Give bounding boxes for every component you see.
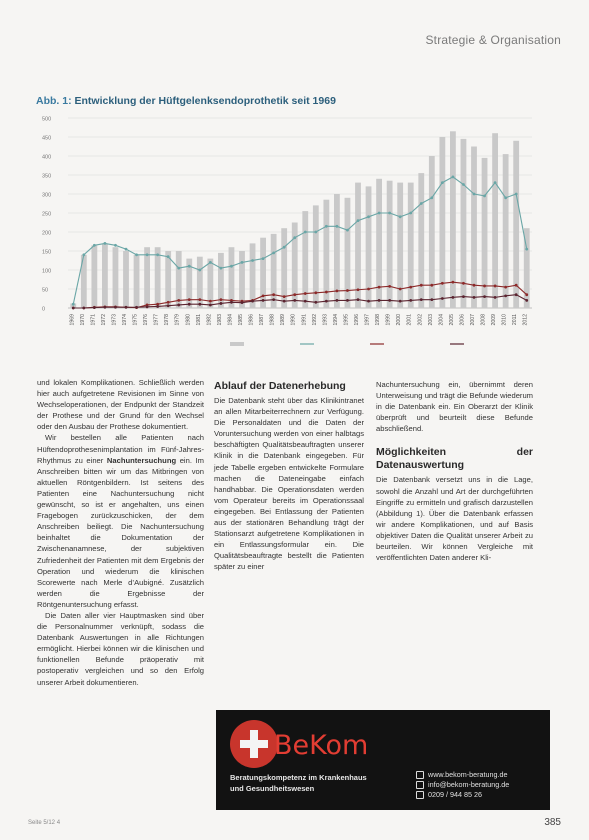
text: Wir bestellen alle Patienten nach Hüftendoprothesenimplantation im Fünf-Jahres-Rhythmus zu einer: [37, 433, 204, 465]
data-point: [209, 304, 212, 307]
data-point: [504, 294, 507, 297]
data-point: [220, 267, 223, 270]
data-point: [198, 303, 201, 306]
contact-phone[interactable]: 0209 / 944 85 26: [428, 790, 482, 799]
data-point: [82, 307, 85, 310]
data-point: [346, 229, 349, 232]
data-point: [378, 212, 381, 215]
data-point: [473, 296, 476, 299]
bar: [408, 183, 414, 308]
x-tick-label: 2004: [438, 314, 445, 326]
data-point: [125, 248, 128, 251]
data-point: [452, 296, 455, 299]
paragraph: und lokalen Komplikationen. Schließlich werden hier auch aufgetretene Revisionen im Sinne von Wechseloperationen, der Endpunkt der Standzeit der Prothese und der Grund für den Wechsel oder den Ausbau der Prothese dokumentiert.: [37, 378, 204, 432]
data-point: [452, 281, 455, 284]
y-tick-label: 200: [42, 230, 52, 237]
paragraph: Die Daten aller vier Hauptmasken sind über die Personalnummer verknüpft, sodass die Datenbank Auswertungen in alle Richtungen ermöglicht. Hierbei können wir die klinischen und funktionellen Befunde präoperativ mit postoperativ vergleichen und so den Erfolg unserer Arbeit dokumentieren.: [37, 610, 204, 687]
data-point: [483, 285, 486, 288]
x-tick-label: 1980: [185, 314, 192, 326]
figure-caption: [36, 95, 336, 107]
x-tick-label: 2002: [417, 314, 424, 326]
data-point: [399, 215, 402, 218]
bar: [271, 234, 277, 308]
data-point: [336, 290, 339, 293]
data-point: [304, 292, 307, 295]
figure-label: Abb. 1:: [36, 95, 72, 107]
data-point: [104, 242, 107, 245]
data-point: [156, 305, 159, 308]
data-point: [367, 300, 370, 303]
data-point: [220, 302, 223, 305]
data-point: [220, 298, 223, 301]
y-tick-label: 400: [42, 154, 52, 161]
x-tick-label: 1993: [322, 314, 329, 326]
bar: [144, 247, 150, 308]
x-tick-label: 1999: [385, 314, 392, 326]
data-point: [494, 296, 497, 299]
x-tick-label: 1978: [164, 314, 171, 326]
x-tick-label: 2001: [406, 314, 413, 326]
data-point: [272, 293, 275, 296]
bar: [513, 141, 519, 308]
y-tick-label: 50: [42, 287, 49, 294]
data-point: [293, 293, 296, 296]
x-tick-label: 1972: [100, 314, 107, 326]
data-point: [114, 306, 117, 309]
data-point: [304, 231, 307, 234]
x-tick-label: 2007: [470, 314, 476, 326]
figure-title: Entwicklung der Hüftgelenksendoprothetik seit 1969: [74, 95, 336, 107]
footer-left: Seite 5/12 4: [28, 820, 61, 826]
paragraph: [37, 432, 204, 610]
data-point: [241, 301, 244, 304]
data-point: [409, 286, 412, 289]
x-tick-label: 2005: [448, 314, 455, 326]
x-tick-label: 1970: [79, 314, 86, 326]
data-point: [135, 306, 138, 309]
data-point: [399, 300, 402, 303]
data-point: [525, 293, 528, 296]
x-tick-label: 1988: [269, 314, 276, 326]
data-point: [241, 261, 244, 264]
data-point: [72, 303, 75, 306]
data-point: [388, 212, 391, 215]
data-point: [430, 298, 433, 301]
bar: [102, 243, 108, 308]
data-point: [125, 306, 128, 309]
data-point: [293, 236, 296, 239]
tagline-line: und Gesundheitswesen: [230, 784, 315, 793]
data-point: [336, 225, 339, 228]
x-tick-label: 1974: [122, 314, 128, 326]
bar: [376, 179, 382, 308]
bar: [91, 245, 97, 308]
data-point: [452, 176, 455, 179]
data-point: [525, 248, 528, 251]
series-line: [73, 177, 526, 304]
data-point: [114, 244, 117, 247]
bekom-advertisement[interactable]: [216, 710, 550, 810]
series-line: [73, 282, 526, 308]
data-point: [483, 295, 486, 298]
data-point: [515, 293, 518, 296]
data-point: [251, 259, 254, 262]
bar: [503, 154, 509, 308]
emphasis: Nachuntersuchung: [106, 455, 177, 465]
text-column-2: [214, 380, 364, 573]
data-point: [251, 300, 254, 303]
text: ein. Im Anschreiben bitten wir um das Mitbringen von aktuellen Röntgenbildern. Ist seitens des Patienten eine Nachuntersuchung nicht gewünscht, so ist er angehalten, uns einen Fragebogen zurückzuschicken, der dem Anschreiben beiliegt. Die Nachuntersuchung beinhaltet die Dokumentation der Zwischenanamnese, der subjektiven Zufriedenheit der Patienten mit dem Ergebnis der Operation und wiederum die klinischen Scorewerte nach Merle d’Aubigné. Zusätzlich werden die Ergebnisse der Röntgenuntersuchung erfasst.: [37, 455, 204, 609]
data-point: [420, 202, 423, 205]
x-tick-label: 2012: [522, 314, 529, 326]
running-head: Strategie & Organisation: [425, 33, 561, 47]
data-point: [504, 286, 507, 289]
data-point: [177, 299, 180, 302]
data-point: [177, 304, 180, 307]
data-point: [314, 291, 317, 294]
data-point: [72, 307, 75, 310]
x-tick-label: 1983: [216, 314, 223, 326]
y-tick-label: 500: [42, 116, 52, 123]
data-point: [272, 298, 275, 301]
x-tick-label: 1997: [364, 314, 371, 326]
x-tick-label: 1990: [290, 314, 297, 326]
mail-icon: [416, 781, 424, 789]
text-column-3: [376, 379, 533, 563]
bar: [155, 247, 161, 308]
data-point: [409, 299, 412, 302]
data-point: [262, 299, 265, 302]
y-tick-label: 350: [42, 173, 52, 180]
x-tick-label: 1986: [248, 314, 255, 326]
data-point: [336, 299, 339, 302]
data-point: [135, 253, 138, 256]
paragraph: Die Datenbank versetzt uns in die Lage, sowohl die Anzahl und Art der durchgeführten Eingriffe zu ermitteln und grafisch darzustellen (Abbildung 1). Über die Datenbank erfassen wir andere Komplikationen, und auf Basis objektiver Daten die Qualität unserer Arbeit zu beurteilen. Wir können Vergleiche mit veröffentlichten Daten anderer Kli-: [376, 475, 533, 563]
bar: [113, 247, 119, 308]
x-tick-label: 1985: [238, 314, 244, 326]
data-point: [272, 252, 275, 255]
x-tick-label: 1992: [311, 314, 318, 326]
data-point: [325, 300, 328, 303]
bar: [418, 173, 424, 308]
paragraph: Die Datenbank steht über das Klinikintranet an allen Mitarbeiterrechnern zur Verfügung. Die Personaldaten und die Daten der Voruntersuchung werden von einer halbtags beschäftigten Qualitätsbeauftragten unserer Klinik in die Datenbank eingegeben. Für jede Tabelle ergeben entwickelte Formulare machen die Dateneingabe einfach handhabbar. Die Operationsdaten werden vom Operateur bereits im Operationssaal eingegeben. Bei Entlassung der Patienten aus der stationären Behandlung trägt der Stationsarzt aufgetretene Komplikationen in ein Entlassungsformular ein. Die Qualitätsbeauftragte bestellt die Patienten später zu einer: [214, 396, 364, 572]
data-point: [314, 301, 317, 304]
ad-brand: BeKom: [274, 730, 369, 761]
page-number: 385: [544, 817, 561, 828]
y-tick-label: 300: [42, 192, 52, 199]
paragraph: Nachuntersuchung ein, übernimmt deren Unterweisung und trägt die Befunde wiederum in die Datenbank ein. Ein Oberarzt der Klinik überprüft und beurteilt diese Befunde abschließend.: [376, 380, 533, 434]
contact-mail[interactable]: info@bekom-beratung.de: [428, 780, 510, 789]
data-point: [515, 193, 518, 196]
x-tick-label: 2006: [459, 314, 466, 326]
data-point: [473, 193, 476, 196]
data-point: [156, 253, 159, 256]
x-tick-label: 1987: [259, 314, 266, 326]
data-point: [462, 295, 465, 298]
data-point: [262, 294, 265, 297]
x-tick-label: 2003: [427, 314, 434, 326]
x-tick-label: 2011: [512, 314, 519, 326]
data-point: [167, 255, 170, 258]
data-point: [378, 286, 381, 289]
data-point: [367, 215, 370, 218]
data-point: [314, 231, 317, 234]
x-tick-label: 1995: [343, 314, 350, 326]
data-point: [367, 288, 370, 291]
data-point: [283, 300, 286, 303]
bar: [229, 247, 235, 308]
data-point: [515, 284, 518, 287]
x-tick-label: 1977: [153, 314, 160, 326]
data-point: [93, 244, 96, 247]
data-point: [325, 225, 328, 228]
x-tick-label: 1991: [301, 314, 308, 326]
data-point: [441, 181, 444, 184]
data-point: [473, 284, 476, 287]
bar: [239, 251, 245, 308]
data-point: [304, 300, 307, 303]
y-tick-label: 0: [42, 306, 46, 313]
data-point: [441, 282, 444, 285]
legend-swatch: [230, 342, 244, 346]
data-point: [441, 297, 444, 300]
data-point: [494, 181, 497, 184]
data-point: [430, 196, 433, 199]
x-tick-label: 1982: [206, 314, 213, 326]
hip-endoprosthetics-chart: [20, 110, 540, 368]
data-point: [146, 253, 149, 256]
ad-tagline: [230, 772, 380, 794]
data-point: [167, 304, 170, 307]
x-tick-label: 1969: [69, 314, 76, 326]
data-point: [209, 300, 212, 303]
data-point: [188, 303, 191, 306]
bar: [387, 181, 393, 308]
data-point: [346, 289, 349, 292]
data-point: [82, 253, 85, 256]
x-tick-label: 1981: [195, 314, 202, 326]
section-heading: Ablauf der Datenerhebung: [214, 380, 346, 392]
data-point: [93, 306, 96, 309]
data-point: [198, 269, 201, 272]
contact-web[interactable]: www.bekom-beratung.de: [428, 770, 508, 779]
data-point: [209, 261, 212, 264]
cross-icon: [230, 720, 278, 768]
data-point: [177, 267, 180, 270]
y-tick-label: 250: [42, 211, 52, 218]
data-point: [230, 301, 233, 304]
data-point: [483, 195, 486, 198]
bar: [123, 251, 129, 308]
data-point: [230, 265, 233, 268]
data-point: [494, 285, 497, 288]
data-point: [388, 285, 391, 288]
bar: [134, 255, 140, 308]
bar: [250, 243, 256, 308]
section-heading: Möglichkeiten der Datenauswertung: [376, 446, 533, 472]
x-tick-label: 1976: [143, 314, 150, 326]
y-tick-label: 450: [42, 135, 52, 142]
x-tick-label: 1996: [354, 314, 360, 326]
data-point: [462, 282, 465, 285]
x-tick-label: 1994: [332, 314, 339, 326]
data-point: [167, 301, 170, 304]
data-point: [104, 306, 107, 309]
data-point: [399, 288, 402, 291]
phone-icon: [416, 791, 424, 799]
y-tick-label: 150: [42, 249, 52, 256]
x-tick-label: 1971: [90, 314, 97, 326]
bar: [471, 147, 477, 309]
bar: [260, 238, 266, 308]
globe-icon: [416, 771, 424, 779]
data-point: [198, 298, 201, 301]
x-tick-label: 1975: [132, 314, 139, 326]
data-point: [283, 246, 286, 249]
data-point: [409, 212, 412, 215]
x-tick-label: 1979: [174, 314, 181, 326]
data-point: [346, 299, 349, 302]
data-point: [420, 298, 423, 301]
data-point: [462, 183, 465, 186]
data-point: [357, 288, 360, 291]
data-point: [420, 284, 423, 287]
tagline-line: Beratungskompetenz im Krankenhaus: [230, 773, 367, 782]
text-column-1: [37, 377, 204, 688]
data-point: [262, 257, 265, 260]
x-tick-label: 2010: [501, 314, 508, 326]
x-tick-label: 2000: [396, 314, 403, 326]
data-point: [388, 299, 391, 302]
x-tick-label: 1984: [227, 314, 234, 326]
data-point: [525, 299, 528, 302]
data-point: [430, 284, 433, 287]
data-point: [357, 298, 360, 301]
data-point: [188, 265, 191, 268]
x-tick-label: 1989: [280, 314, 287, 326]
y-tick-label: 100: [42, 268, 52, 275]
x-tick-label: 1973: [111, 314, 118, 326]
data-point: [378, 299, 381, 302]
bar: [492, 133, 498, 308]
x-tick-label: 2008: [480, 314, 487, 326]
data-point: [188, 298, 191, 301]
data-point: [283, 295, 286, 298]
x-tick-label: 2009: [491, 314, 498, 326]
data-point: [504, 196, 507, 199]
data-point: [293, 299, 296, 302]
data-point: [325, 291, 328, 294]
ad-contact: [416, 770, 509, 800]
x-tick-label: 1998: [375, 314, 382, 326]
data-point: [146, 305, 149, 308]
data-point: [357, 219, 360, 222]
